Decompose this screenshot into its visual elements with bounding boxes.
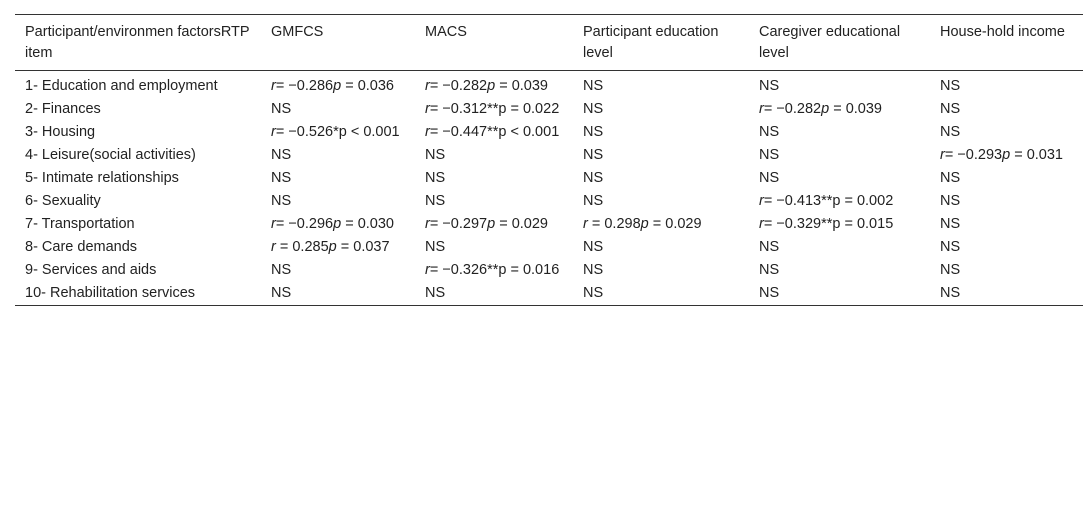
row-label: 4- Leisure(social activities) [25, 147, 196, 163]
header-macs: MACS [425, 24, 467, 40]
header-household-income: House-hold income [940, 24, 1065, 40]
row-label: 9- Services and aids [25, 262, 157, 278]
table-row [15, 190, 1083, 213]
cell-gmfcs: NS [271, 147, 292, 163]
cell-macs: r= −0.447**p < 0.001 [425, 124, 560, 140]
cell-participant-education: NS [583, 147, 604, 163]
table-row [15, 144, 1083, 167]
cell-gmfcs: r= −0.296p = 0.030 [271, 216, 394, 232]
cell-macs: r= −0.282p = 0.039 [425, 78, 548, 94]
cell-caregiver-education: NS [759, 147, 780, 163]
cell-caregiver-education: r= −0.282p = 0.039 [759, 101, 882, 117]
cell-household-income: NS [940, 216, 961, 232]
cell-participant-education: NS [583, 78, 604, 94]
cell-caregiver-education: NS [759, 239, 780, 255]
row-label: 7- Transportation [25, 216, 135, 232]
table-row [15, 213, 1083, 236]
cell-gmfcs: NS [271, 170, 292, 186]
row-label: 10- Rehabilitation services [25, 285, 196, 301]
cell-participant-education: NS [583, 101, 604, 117]
cell-household-income: NS [940, 78, 961, 94]
cell-macs: NS [425, 239, 446, 255]
cell-gmfcs: NS [271, 285, 292, 301]
table-row [15, 98, 1083, 121]
table-header [15, 15, 1083, 71]
cell-participant-education: NS [583, 170, 604, 186]
cell-macs: NS [425, 193, 446, 209]
row-label: 2- Finances [25, 101, 101, 117]
table-row [15, 71, 1083, 99]
row-label: 3- Housing [25, 124, 96, 140]
cell-caregiver-education: NS [759, 262, 780, 278]
table-row [15, 167, 1083, 190]
cell-gmfcs: r= −0.286p = 0.036 [271, 78, 394, 94]
cell-household-income: NS [940, 285, 961, 301]
cell-household-income: NS [940, 262, 961, 278]
row-label: 6- Sexuality [25, 193, 101, 209]
cell-household-income: NS [940, 101, 961, 117]
cell-gmfcs: NS [271, 262, 292, 278]
header-rtp-item: Participant/environmen factorsRTP item [25, 24, 250, 61]
cell-gmfcs: r= −0.526*p < 0.001 [271, 124, 400, 140]
cell-household-income: r= −0.293p = 0.031 [940, 147, 1063, 163]
cell-caregiver-education: NS [759, 170, 780, 186]
cell-caregiver-education: r= −0.413**p = 0.002 [759, 193, 894, 209]
correlation-table-container [15, 14, 1065, 306]
cell-caregiver-education: NS [759, 124, 780, 140]
cell-household-income: NS [940, 193, 961, 209]
row-label: 5- Intimate relationships [25, 170, 179, 186]
cell-macs: r= −0.326**p = 0.016 [425, 262, 560, 278]
header-caregiver-education: Caregiver educational level [759, 24, 901, 61]
row-label: 8- Care demands [25, 239, 138, 255]
cell-gmfcs: NS [271, 193, 292, 209]
table-row [15, 282, 1083, 306]
cell-participant-education: NS [583, 262, 604, 278]
cell-macs: NS [425, 147, 446, 163]
cell-macs: r= −0.297p = 0.029 [425, 216, 548, 232]
cell-gmfcs: r = 0.285p = 0.037 [271, 239, 390, 255]
header-row [15, 15, 1083, 71]
cell-macs: r= −0.312**p = 0.022 [425, 101, 560, 117]
table-body [15, 71, 1083, 306]
table-row [15, 259, 1083, 282]
cell-household-income: NS [940, 124, 961, 140]
cell-participant-education: NS [583, 285, 604, 301]
cell-participant-education: r = 0.298p = 0.029 [583, 216, 702, 232]
cell-macs: NS [425, 170, 446, 186]
correlation-table [15, 14, 1083, 306]
cell-caregiver-education: NS [759, 78, 780, 94]
cell-household-income: NS [940, 170, 961, 186]
table-row [15, 236, 1083, 259]
cell-household-income: NS [940, 239, 961, 255]
cell-gmfcs: NS [271, 101, 292, 117]
cell-participant-education: NS [583, 124, 604, 140]
cell-caregiver-education: r= −0.329**p = 0.015 [759, 216, 894, 232]
header-gmfcs: GMFCS [271, 24, 324, 40]
cell-caregiver-education: NS [759, 285, 780, 301]
cell-participant-education: NS [583, 239, 604, 255]
cell-macs: NS [425, 285, 446, 301]
cell-participant-education: NS [583, 193, 604, 209]
header-participant-education: Participant education level [583, 24, 719, 61]
table-row [15, 121, 1083, 144]
row-label: 1- Education and employment [25, 78, 218, 94]
